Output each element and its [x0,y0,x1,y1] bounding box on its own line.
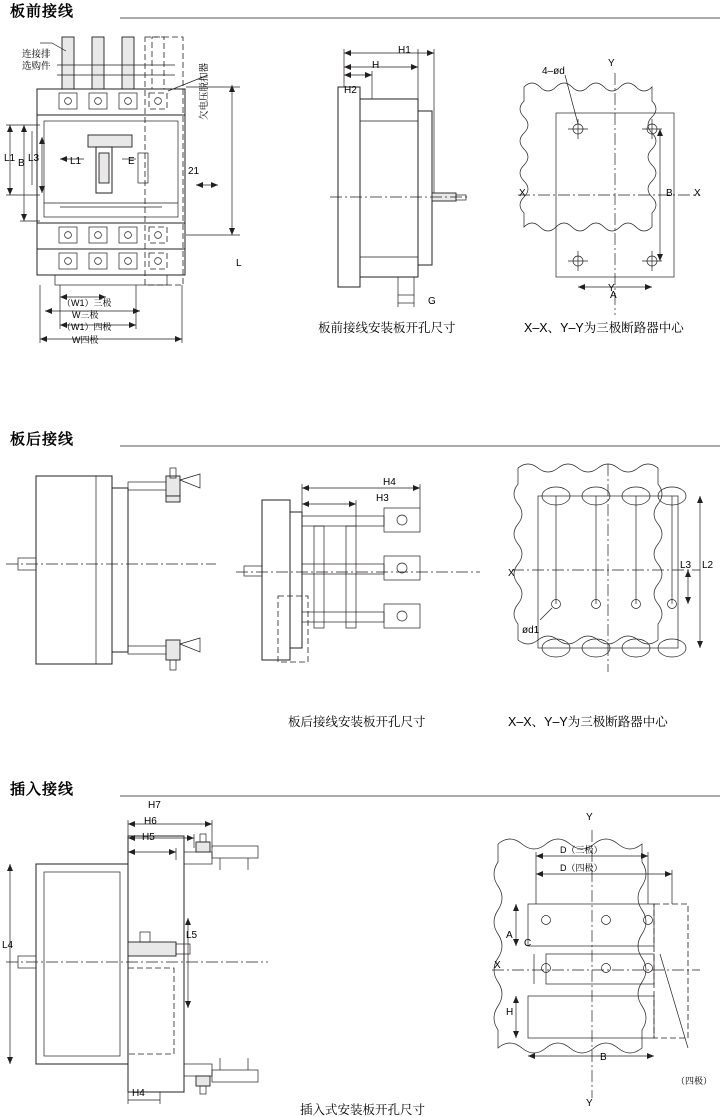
label-four-pole: （四极） [676,1076,713,1086]
label-H4: H4 [383,477,396,488]
caption-plug-mount: 插入式安装板开孔尺寸 [300,1103,426,1117]
label-busbar-2: 选购件 [22,61,51,72]
label-L-right: L [236,258,242,269]
plugin-side-view [6,820,268,1104]
caption-rear-center: X–X、Y–Y为三极断路器中心 [508,715,668,729]
label-Y-top-3: Y [586,812,593,823]
label-L5: L5 [186,930,198,941]
label-B-left: B [18,158,25,169]
label-H2: H2 [344,85,357,96]
label-4-hole-d: 4–ød [542,66,565,77]
label-L3-2: L3 [680,560,692,571]
label-A-1: A [610,290,617,301]
label-W-three: W三极 [72,310,99,320]
label-H4-plug: H4 [132,1088,145,1099]
caption-front-center: X–X、Y–Y为三极断路器中心 [524,321,684,335]
section-title-front-wiring: 板前接线 [10,3,75,20]
caption-rear-mount: 板后接线安装板开孔尺寸 [288,715,426,729]
label-B-3: B [600,1052,607,1063]
label-L2-2: L2 [702,560,714,571]
label-H: H [372,60,380,71]
label-X-left-2: X [508,568,515,579]
label-X-right-1: X [694,188,701,199]
label-d1: ød1 [522,625,540,636]
label-E: E [128,156,135,167]
label-X-left-1: X [519,188,526,199]
label-H7: H7 [148,800,161,811]
label-H5: H5 [142,832,155,843]
label-Y-bottom-3: Y [586,1098,593,1109]
label-H6: H6 [144,816,157,827]
label-G: G [428,296,436,307]
label-D-four: D（四极） [560,863,603,873]
label-W1-four: （W1）四极 [62,322,112,332]
label-W1-three: （W1）三极 [62,298,112,308]
label-H3: H3 [376,493,389,504]
label-C-3: C [524,938,532,949]
label-H-plug: H [506,1007,514,1018]
label-B-right-1: B [666,188,673,199]
plug-in-figure [0,808,720,1117]
label-A-3: A [506,930,513,941]
label-H1: H1 [398,45,411,56]
section-title-rear-wiring: 板后接线 [10,431,75,448]
label-undervoltage: 欠电压脱扣器 [199,62,210,120]
label-busbar-1: 连接排 [22,49,51,60]
label-X-left-3: X [494,960,501,971]
label-D-three: D（三极） [560,845,603,855]
caption-front-mount: 板前接线安装板开孔尺寸 [318,321,456,335]
label-L3-left: L3 [28,153,40,164]
label-21: 21 [188,166,200,177]
label-L1-inner: L1 [70,156,82,167]
label-Y-bottom-1: Y [608,283,615,294]
label-W-four: W四极 [72,335,99,345]
label-L4: L4 [2,940,14,951]
label-L1-left: L1 [4,153,16,164]
section-title-plug-in-wiring: 插入接线 [10,781,75,798]
label-Y-top-1: Y [608,58,615,69]
